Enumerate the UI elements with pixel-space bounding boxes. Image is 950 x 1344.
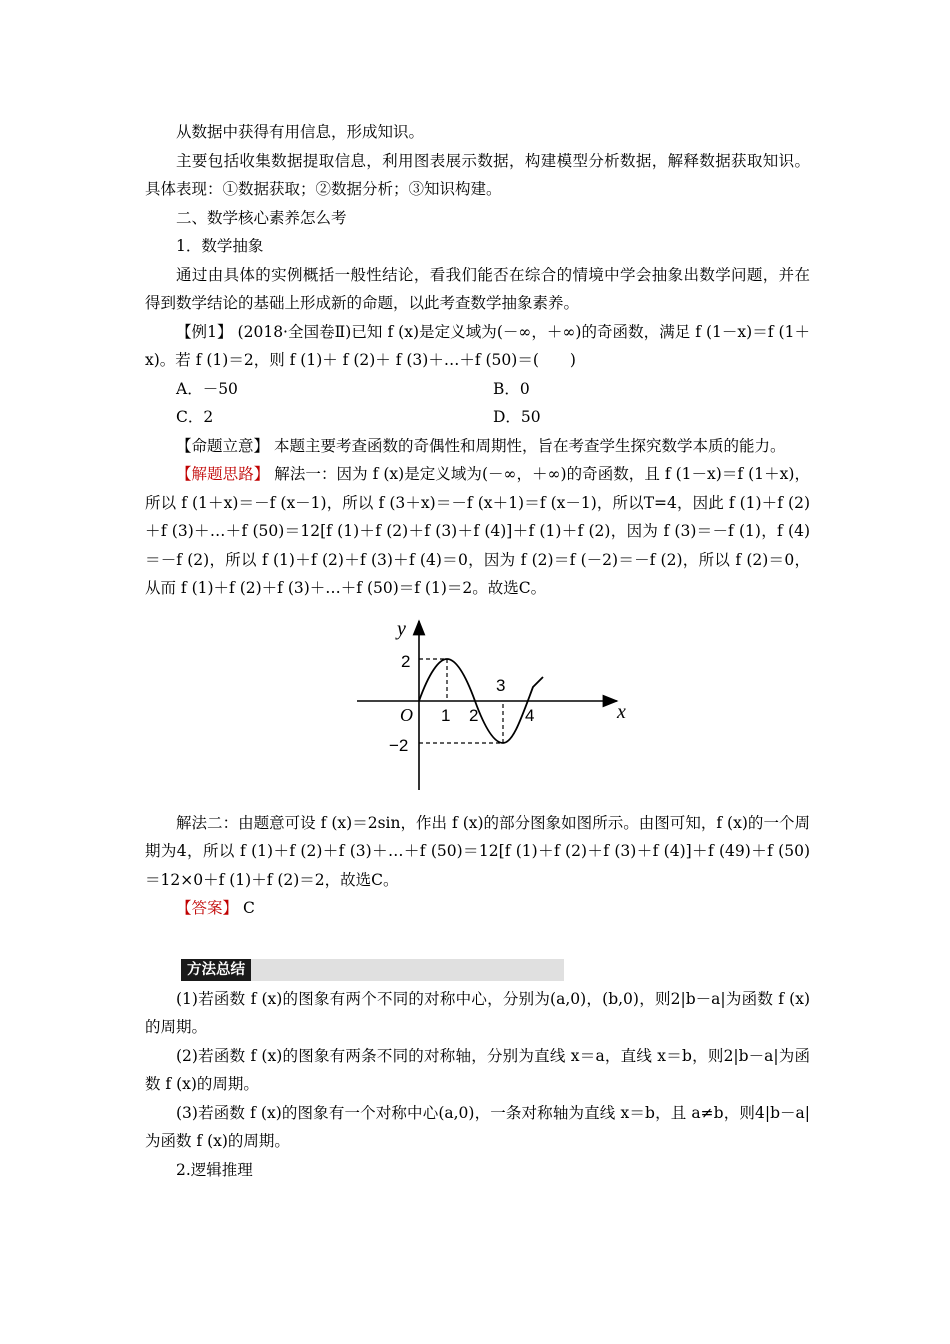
option-c: C．2 — [176, 408, 214, 426]
sine-graph — [345, 615, 645, 795]
document-page — [145, 118, 810, 1184]
example-tag: 【例1】 — [176, 322, 233, 341]
solution-paragraph — [145, 460, 810, 603]
y-tick-neg2: −2 — [389, 735, 409, 755]
method-summary-banner — [181, 959, 564, 981]
intent-paragraph — [145, 432, 810, 461]
options-row-1 — [145, 375, 810, 404]
subheading-logic: 2.逻辑推理 — [176, 1160, 253, 1179]
option-d: D．50 — [493, 408, 541, 426]
answer-text: C — [238, 899, 255, 917]
x-axis-label: x — [617, 700, 626, 723]
option-a: A．－50 — [176, 379, 238, 398]
example-1 — [145, 318, 810, 375]
summary-item-2: (2)若函数 f (x)的图象有两条不同的对称轴，分别为直线 x＝a，直线 x＝b，则2|b－a|为函数 f (x)的周期。 — [145, 1046, 810, 1093]
spacer — [145, 923, 810, 959]
x-tick-2: 2 — [469, 705, 479, 725]
subheading-abstraction: 1．数学抽象 — [176, 237, 264, 255]
origin-label: O — [400, 704, 413, 725]
example-text: (2018·全国卷Ⅱ)已知 f (x)是定义域为(－∞，＋∞)的奇函数，满足 f (1－x)＝f (1＋x)。若 f (1)＝2，则 f (1)＋ f (2)＋ f (3)＋…＋f (50)＝( ) — [145, 322, 810, 369]
intro-line-2: 主要包括收集数据提取信息，利用图表展示数据，构建模型分析数据，解释数据获取知识。具体表现：①数据获取；②数据分析；③知识构建。 — [145, 151, 810, 198]
solution-text: 解法一：因为 f (x)是定义域为(－∞，＋∞)的奇函数，且 f (1－x)＝f (1＋x)，所以 f (1＋x)＝－f (x－1)，所以 f (3＋x)＝－f (x＋1)＝f (x－1)，所以T=4，因此 f (1)＋f (2)＋f (3)＋…＋f (50)＝12[f (1)＋f (2)＋f (3)＋f (4)]＋f (1)＋f (2)，因为 f (3)＝－f (1)，f (4)＝－f (2)，所以 f (1)＋f (2)＋f (3)＋f (4)＝0，因为 f (2)＝f (－2)＝－f (2)，所以 f (2)＝0，从而 f (1)＋f (2)＋f (3)＋…＋f (50)＝f (1)＝2。故选C。 — [145, 465, 810, 597]
method-summary-title: 方法总结 — [181, 959, 251, 981]
solution-method-2: 解法二：由题意可设 f (x)＝2sin，作出 f (x)的部分图象如图所示。由图可知，f (x)的一个周期为4，所以 f (1)＋f (2)＋f (3)＋…＋f (50)＝12[f (1)＋f (2)＋f (3)＋f (4)]＋f (49)＋f (50)＝12×0＋f (1)＋f (2)＝2，故选C。 — [145, 813, 810, 889]
answer-tag: 【答案】 — [176, 899, 239, 917]
dashed-guide-max — [419, 659, 447, 701]
intent-tag: 【命题立意】 — [176, 436, 270, 455]
option-b: B．0 — [493, 379, 530, 398]
abstraction-paragraph: 通过由具体的实例概括一般性结论，看我们能否在综合的情境中学会抽象出数学问题，并在得到数学结论的基础上形成新的命题，以此考查数学抽象素养。 — [145, 265, 810, 312]
y-axis-label: y — [397, 617, 406, 640]
x-tick-1: 1 — [441, 705, 451, 725]
summary-item-1: (1)若函数 f (x)的图象有两个不同的对称中心，分别为(a,0)，(b,0)，则2|b－a|为函数 f (x)的周期。 — [145, 989, 810, 1036]
solution-tag: 【解题思路】 — [176, 465, 270, 483]
x-tick-4: 4 — [525, 705, 535, 725]
dashed-guide-min — [419, 701, 503, 743]
summary-item-3: (3)若函数 f (x)的图象有一个对称中心(a,0)，一条对称轴为直线 x＝b，且 a≠b，则4|b－a|为函数 f (x)的周期。 — [145, 1103, 810, 1150]
answer-paragraph — [145, 894, 810, 923]
options-row-2 — [145, 403, 810, 432]
y-tick-2: 2 — [401, 651, 411, 671]
section-heading: 二、数学核心素养怎么考 — [176, 208, 347, 227]
intro-line-1: 从数据中获得有用信息，形成知识。 — [176, 123, 425, 141]
x-tick-3: 3 — [496, 675, 506, 695]
intent-text: 本题主要考查函数的奇偶性和周期性，旨在考查学生探究数学本质的能力。 — [269, 436, 786, 455]
